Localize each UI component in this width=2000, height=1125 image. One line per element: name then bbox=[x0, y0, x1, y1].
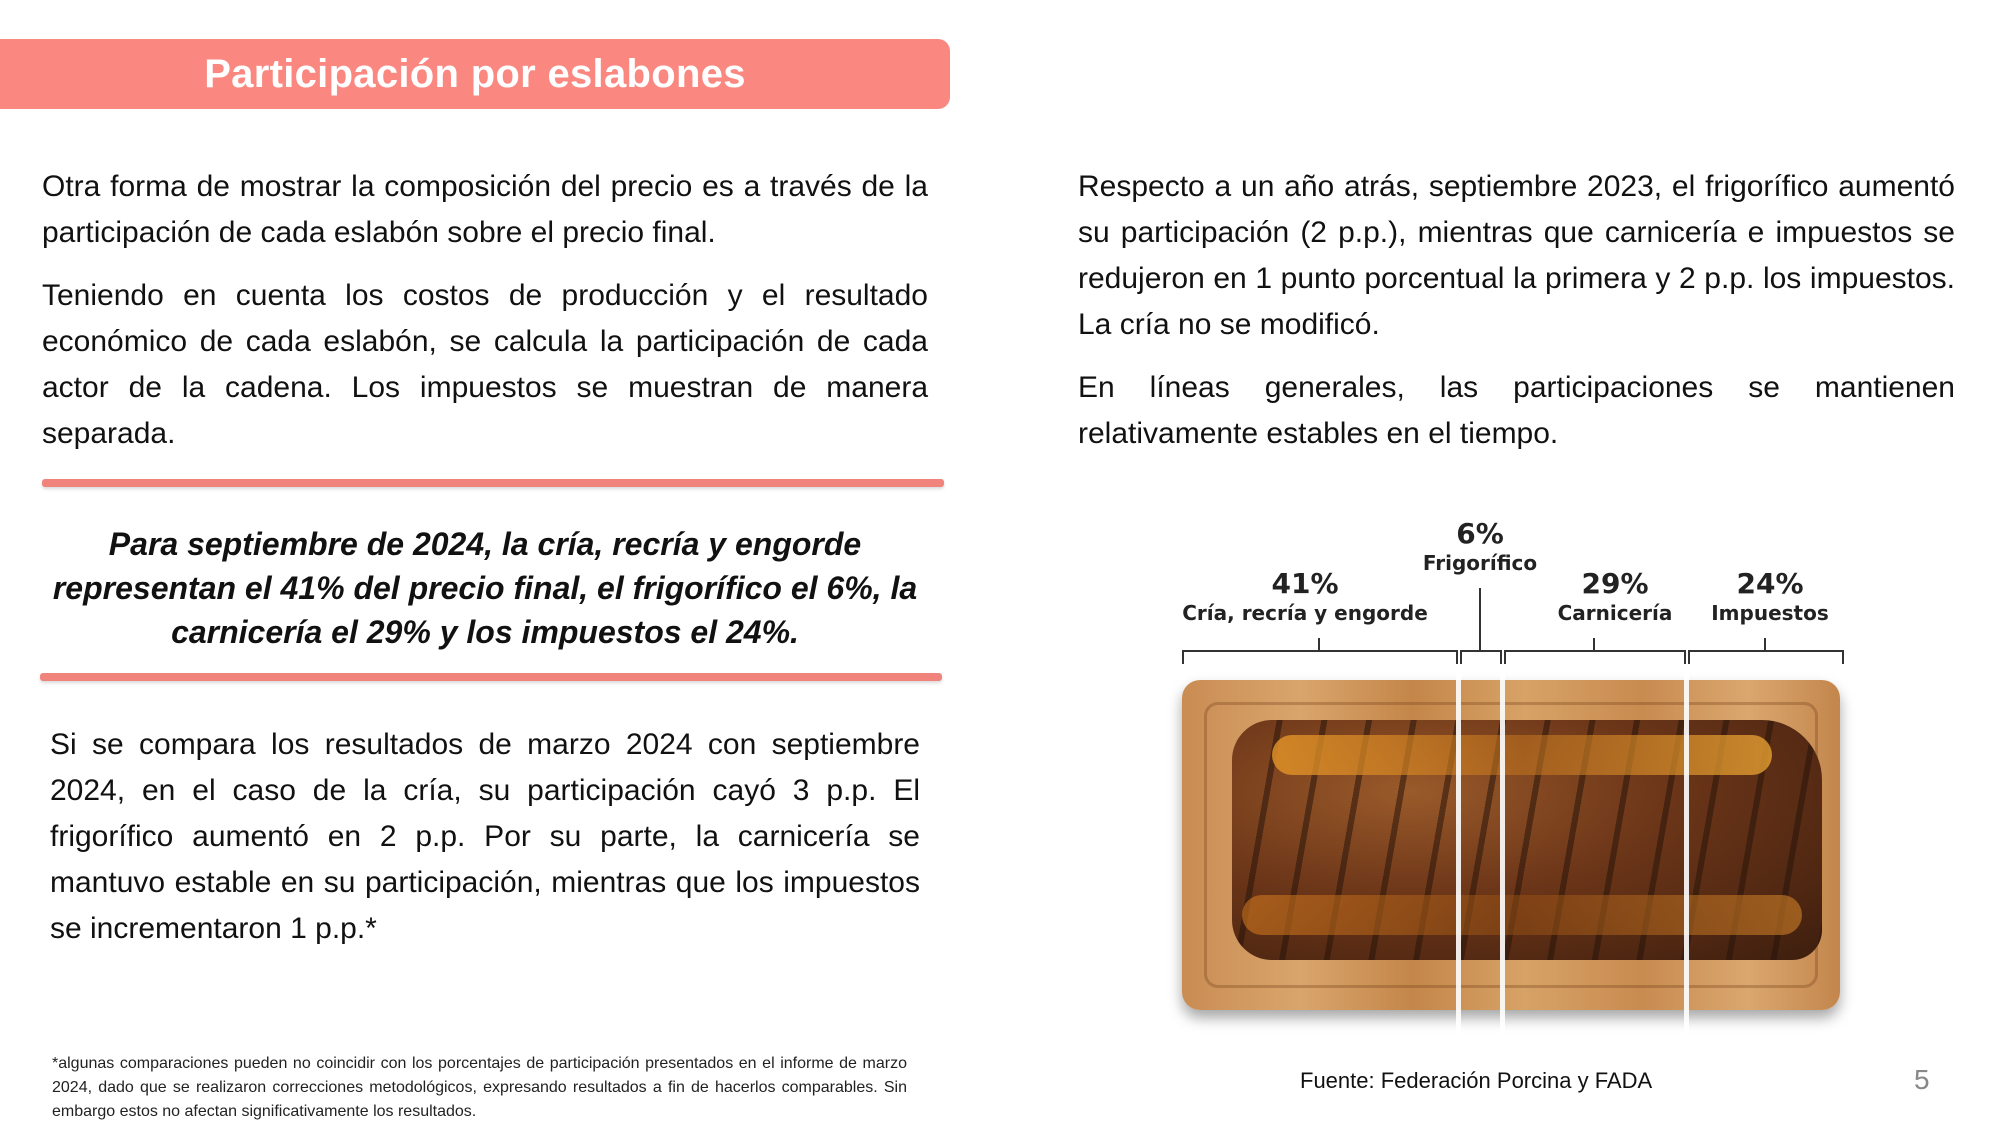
comparison-year-paragraph: Respecto a un año atrás, septiembre 2023, el frigorífico aumentó su participación (2 p.p.), mientras que carnicería e impuestos se redujeron en 1 punto porcentual la primera y 2 p.p. los impuestos. La cría no se modificó. bbox=[1078, 170, 1955, 341]
price-share-infographic bbox=[1170, 510, 1850, 1050]
segment-impuestos-label bbox=[1695, 568, 1845, 626]
segment-cria-percent: 41% bbox=[1271, 567, 1339, 600]
segment-cria-bracket-tick bbox=[1318, 638, 1320, 650]
source-credit: Fuente: Federación Porcina y FADA bbox=[1300, 1068, 1653, 1093]
highlight-top-rule bbox=[42, 479, 944, 487]
segment-impuestos-name: Impuestos bbox=[1711, 601, 1829, 625]
page-number: 5 bbox=[1914, 1064, 1930, 1095]
segment-impuestos-percent: 24% bbox=[1736, 567, 1804, 600]
pork-ribs-glaze bbox=[1272, 735, 1772, 775]
segment-carniceria-name: Carnicería bbox=[1557, 601, 1673, 625]
footnote: *algunas comparaciones pueden no coincidir con los porcentajes de participación presentados en el informe de marzo 2024, dado que se realizaron correcciones metodológicos, expresando resultados a fin de hacerlos comparables. Sin embargo estos no afectan significativamente los resultados. bbox=[52, 1055, 907, 1120]
segment-impuestos-bracket bbox=[1688, 650, 1844, 664]
intro-paragraph: Otra forma de mostrar la composición del precio es a través de la participación de cada eslabón sobre el precio final. bbox=[42, 170, 928, 249]
segment-frigorifico-name: Frigorífico bbox=[1422, 551, 1538, 575]
stability-paragraph: En líneas generales, las participaciones se mantienen relativamente estables en el tiempo. bbox=[1078, 371, 1955, 450]
segment-frigorifico-bracket bbox=[1460, 650, 1502, 664]
segment-cria-label bbox=[1170, 568, 1440, 626]
highlight-bottom-rule bbox=[40, 673, 942, 681]
cut-line-2 bbox=[1500, 670, 1505, 1050]
segment-carniceria-percent: 29% bbox=[1581, 567, 1649, 600]
section-title-banner bbox=[0, 39, 950, 109]
segment-cria-bracket bbox=[1182, 650, 1458, 664]
cutting-board-image bbox=[1182, 680, 1840, 1010]
cut-line-3 bbox=[1684, 670, 1689, 1050]
cut-line-1 bbox=[1456, 670, 1461, 1050]
pork-ribs-edge bbox=[1242, 895, 1802, 935]
segment-frigorifico-bracket-tick bbox=[1479, 588, 1481, 650]
segment-frigorifico-percent: 6% bbox=[1456, 517, 1504, 550]
key-finding-text: Para septiembre de 2024, la cría, recría y engorde representan el 41% del precio final, el frigorífico el 6%, la carnicería el 29% y los impuestos el 24%. bbox=[52, 526, 918, 650]
segment-carniceria-bracket bbox=[1504, 650, 1686, 664]
section-title: Participación por eslabones bbox=[204, 51, 746, 96]
segment-carniceria-label bbox=[1520, 568, 1710, 626]
segment-carniceria-bracket-tick bbox=[1593, 638, 1595, 650]
comparison-march-paragraph: Si se compara los resultados de marzo 2024 con septiembre 2024, en el caso de la cría, su participación cayó 3 p.p. El frigorífico aumentó en 2 p.p. Por su parte, la carnicería se mantuvo estable en su participación, mientras que los impuestos se incrementaron 1 p.p.* bbox=[50, 728, 920, 945]
methodology-paragraph: Teniendo en cuenta los costos de producción y el resultado económico de cada eslabón, se calcula la participación de cada actor de la cadena. Los impuestos se muestran de manera separada. bbox=[42, 279, 928, 450]
segment-cria-name: Cría, recría y engorde bbox=[1182, 601, 1428, 625]
segment-impuestos-bracket-tick bbox=[1764, 638, 1766, 650]
